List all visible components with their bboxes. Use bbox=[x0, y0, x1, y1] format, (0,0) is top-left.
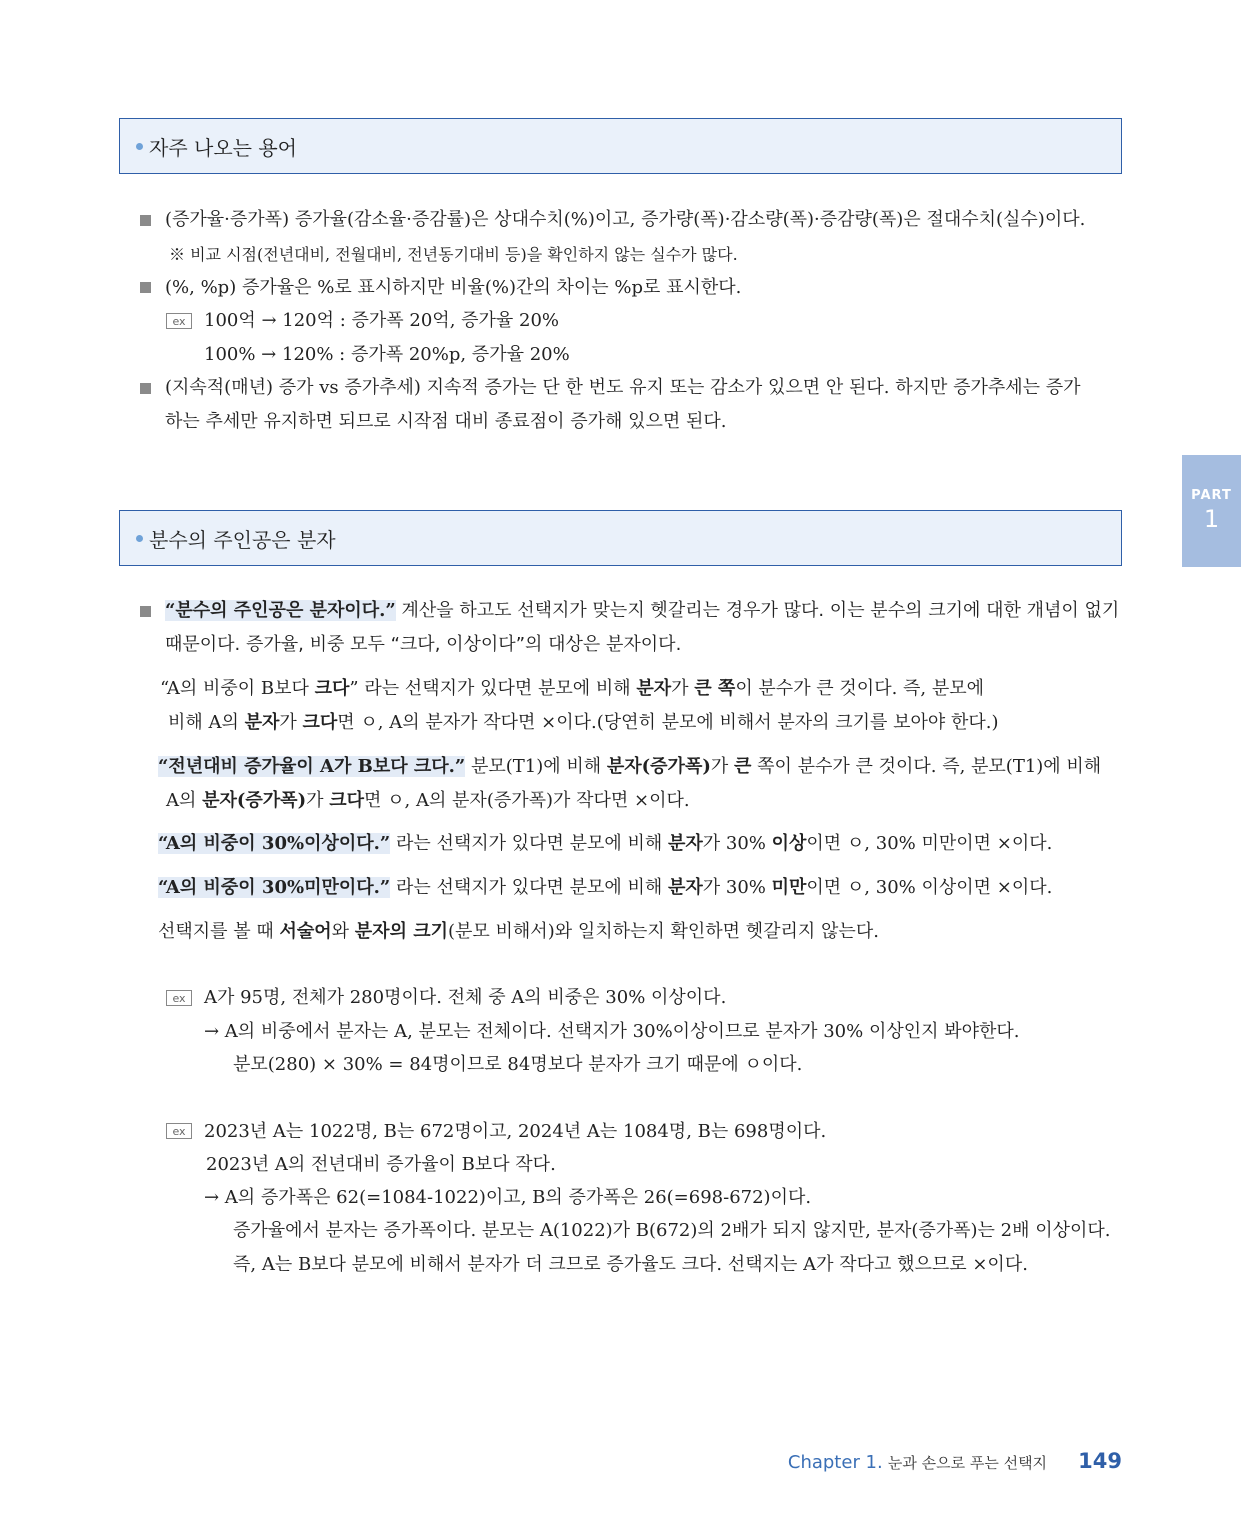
example-tag: ex bbox=[166, 990, 192, 1006]
example-2-line-1: 2023년 A는 1022명, B는 672명이고, 2024년 A는 1084명, B는 698명이다. bbox=[204, 1121, 827, 1142]
example-line-1: 100억 → 120억 : 증가폭 20억, 증가율 20% bbox=[204, 310, 560, 331]
para-1 bbox=[165, 599, 1119, 623]
text: 이면 ㅇ, 30% 미만이면 ×이다. bbox=[806, 833, 1053, 854]
quote-2 bbox=[158, 755, 1101, 779]
text: 가 30% bbox=[702, 833, 772, 854]
emphasis: 크다 bbox=[329, 790, 364, 811]
text: 이 분수가 큰 것이다. 즉, 분모에 bbox=[735, 678, 985, 699]
square-bullet-icon bbox=[140, 215, 151, 226]
text: 면 ㅇ, A의 분자(증가폭)가 작다면 ×이다. bbox=[364, 790, 690, 811]
term-note: ※ 비교 시점(전년대비, 전월대비, 전년동기대비 등)을 확인하지 않는 실수가 많다. bbox=[169, 245, 738, 264]
quote-1-cont bbox=[168, 711, 999, 735]
example-1-line-3: 분모(280) × 30% = 84명이므로 84명보다 분자가 크기 때문에 ㅇ이다. bbox=[233, 1054, 803, 1075]
text: 분모(T1)에 비해 bbox=[465, 756, 607, 777]
emphasis: 분자 bbox=[244, 712, 280, 733]
quote-3 bbox=[158, 832, 1052, 856]
part-number: 1 bbox=[1203, 505, 1220, 533]
example-2-line-3: → A의 증가폭은 62(=1084-1022)이고, B의 증가폭은 26(=698-672)이다. bbox=[204, 1187, 812, 1208]
text: 선택지를 볼 때 bbox=[158, 921, 280, 942]
section-title: 자주 나오는 용어 bbox=[149, 135, 297, 160]
example-2-line-2: 2023년 A의 전년대비 증가율이 B보다 작다. bbox=[206, 1154, 556, 1175]
highlight: “A의 비중이 30%이상이다.” bbox=[158, 833, 391, 854]
emphasis: 서술어 bbox=[279, 921, 332, 942]
term-line-3: (지속적(매년) 증가 vs 증가추세) 지속적 증가는 단 한 번도 유지 또는 감소가 있으면 안 된다. 하지만 증가추세는 증가 bbox=[165, 377, 1081, 398]
text: “A의 비중이 B보다 bbox=[160, 678, 315, 699]
section-title: 분수의 주인공은 분자 bbox=[149, 527, 336, 552]
text: 가 bbox=[671, 678, 695, 699]
section-header-fraction bbox=[119, 510, 1122, 566]
example-tag: ex bbox=[166, 1123, 192, 1139]
emphasis: 분자 bbox=[668, 833, 703, 854]
text: 면 ㅇ, A의 분자가 작다면 ×이다.(당연히 분모에 비해서 분자의 크기를 보아야 한다.) bbox=[337, 712, 999, 733]
text: 이면 ㅇ, 30% 이상이면 ×이다. bbox=[806, 877, 1053, 898]
quote-2-cont bbox=[166, 789, 690, 813]
quote-1 bbox=[160, 677, 984, 701]
term-line-2: (%, %p) 증가율은 %로 표시하지만 비율(%)간의 차이는 %p로 표시한다. bbox=[165, 277, 742, 298]
emphasis: 분자 bbox=[668, 877, 703, 898]
text: 가 bbox=[306, 790, 330, 811]
para-1-cont: 때문이다. 증가율, 비중 모두 “크다, 이상이다”의 대상은 분자이다. bbox=[165, 634, 682, 655]
text: 라는 선택지가 있다면 분모에 비해 bbox=[390, 877, 669, 898]
example-line-2: 100% → 120% : 증가폭 20%p, 증가율 20% bbox=[204, 344, 570, 365]
square-bullet-icon bbox=[140, 282, 151, 293]
section-header-terms bbox=[119, 118, 1122, 174]
page-footer bbox=[788, 1449, 1122, 1473]
highlight: “분수의 주인공은 분자이다.” bbox=[165, 600, 396, 621]
emphasis: 크다 bbox=[314, 678, 350, 699]
example-1-line-2: → A의 비중에서 분자는 A, 분모는 전체이다. 선택지가 30%이상이므로 분자가 30% 이상인지 봐야한다. bbox=[204, 1021, 1020, 1042]
emphasis: 미만 bbox=[771, 877, 807, 898]
bullet-dot-icon bbox=[136, 535, 143, 542]
text: A의 bbox=[166, 790, 203, 811]
text: ” 라는 선택지가 있다면 분모에 비해 bbox=[349, 678, 637, 699]
example-tag: ex bbox=[166, 313, 192, 329]
example-2-line-5: 즉, A는 B보다 분모에 비해서 분자가 더 크므로 증가율도 크다. 선택지는 A가 작다고 했으므로 ×이다. bbox=[233, 1254, 1028, 1275]
example-1-line-1: A가 95명, 전체가 280명이다. 전체 중 A의 비중은 30% 이상이다. bbox=[204, 987, 727, 1008]
example-2-line-4: 증가율에서 분자는 증가폭이다. 분모는 A(1022)가 B(672)의 2배가 되지 않지만, 분자(증가폭)는 2배 이상이다. bbox=[233, 1220, 1111, 1241]
text: 계산을 하고도 선택지가 맞는지 헷갈리는 경우가 많다. 이는 분수의 크기에 대한 개념이 없기 bbox=[395, 600, 1120, 621]
square-bullet-icon bbox=[140, 606, 151, 617]
emphasis: 큰 bbox=[733, 756, 752, 777]
text: 가 30% bbox=[702, 877, 772, 898]
text: (분모 비해서)와 일치하는지 확인하면 헷갈리지 않는다. bbox=[448, 921, 879, 942]
highlight: “A의 비중이 30%미만이다.” bbox=[158, 877, 391, 898]
emphasis: 분자의 크기 bbox=[354, 921, 449, 942]
text: 비해 A의 bbox=[168, 712, 245, 733]
text: 라는 선택지가 있다면 분모에 비해 bbox=[390, 833, 669, 854]
page-number: 149 bbox=[1078, 1449, 1122, 1473]
part-label: PART bbox=[1191, 488, 1232, 503]
square-bullet-icon bbox=[140, 383, 151, 394]
chapter-title: 눈과 손으로 푸는 선택지 bbox=[887, 1454, 1048, 1472]
text: 와 bbox=[331, 921, 355, 942]
chapter-label: Chapter 1. bbox=[787, 1452, 883, 1473]
emphasis: 분자 bbox=[636, 678, 672, 699]
emphasis: 크다 bbox=[302, 712, 338, 733]
bullet-dot-icon bbox=[136, 143, 143, 150]
emphasis: 분자(증가폭) bbox=[606, 756, 711, 777]
term-line-1: (증가율·증가폭) 증가율(감소율·증감률)은 상대수치(%)이고, 증가량(폭)·감소량(폭)·증감량(폭)은 절대수치(실수)이다. bbox=[165, 209, 1086, 230]
quote-5 bbox=[158, 920, 879, 944]
term-line-3-cont: 하는 추세만 유지하면 되므로 시작점 대비 종료점이 증가해 있으면 된다. bbox=[165, 411, 727, 432]
text: 가 bbox=[710, 756, 734, 777]
emphasis: 큰 쪽 bbox=[694, 678, 736, 699]
text: 가 bbox=[279, 712, 303, 733]
quote-4 bbox=[158, 876, 1052, 900]
emphasis: 이상 bbox=[771, 833, 807, 854]
highlight: “전년대비 증가율이 A가 B보다 크다.” bbox=[158, 756, 466, 777]
part-tab bbox=[1182, 455, 1241, 567]
emphasis: 분자(증가폭) bbox=[202, 790, 307, 811]
text: 쪽이 분수가 큰 것이다. 즉, 분모(T1)에 비해 bbox=[751, 756, 1102, 777]
